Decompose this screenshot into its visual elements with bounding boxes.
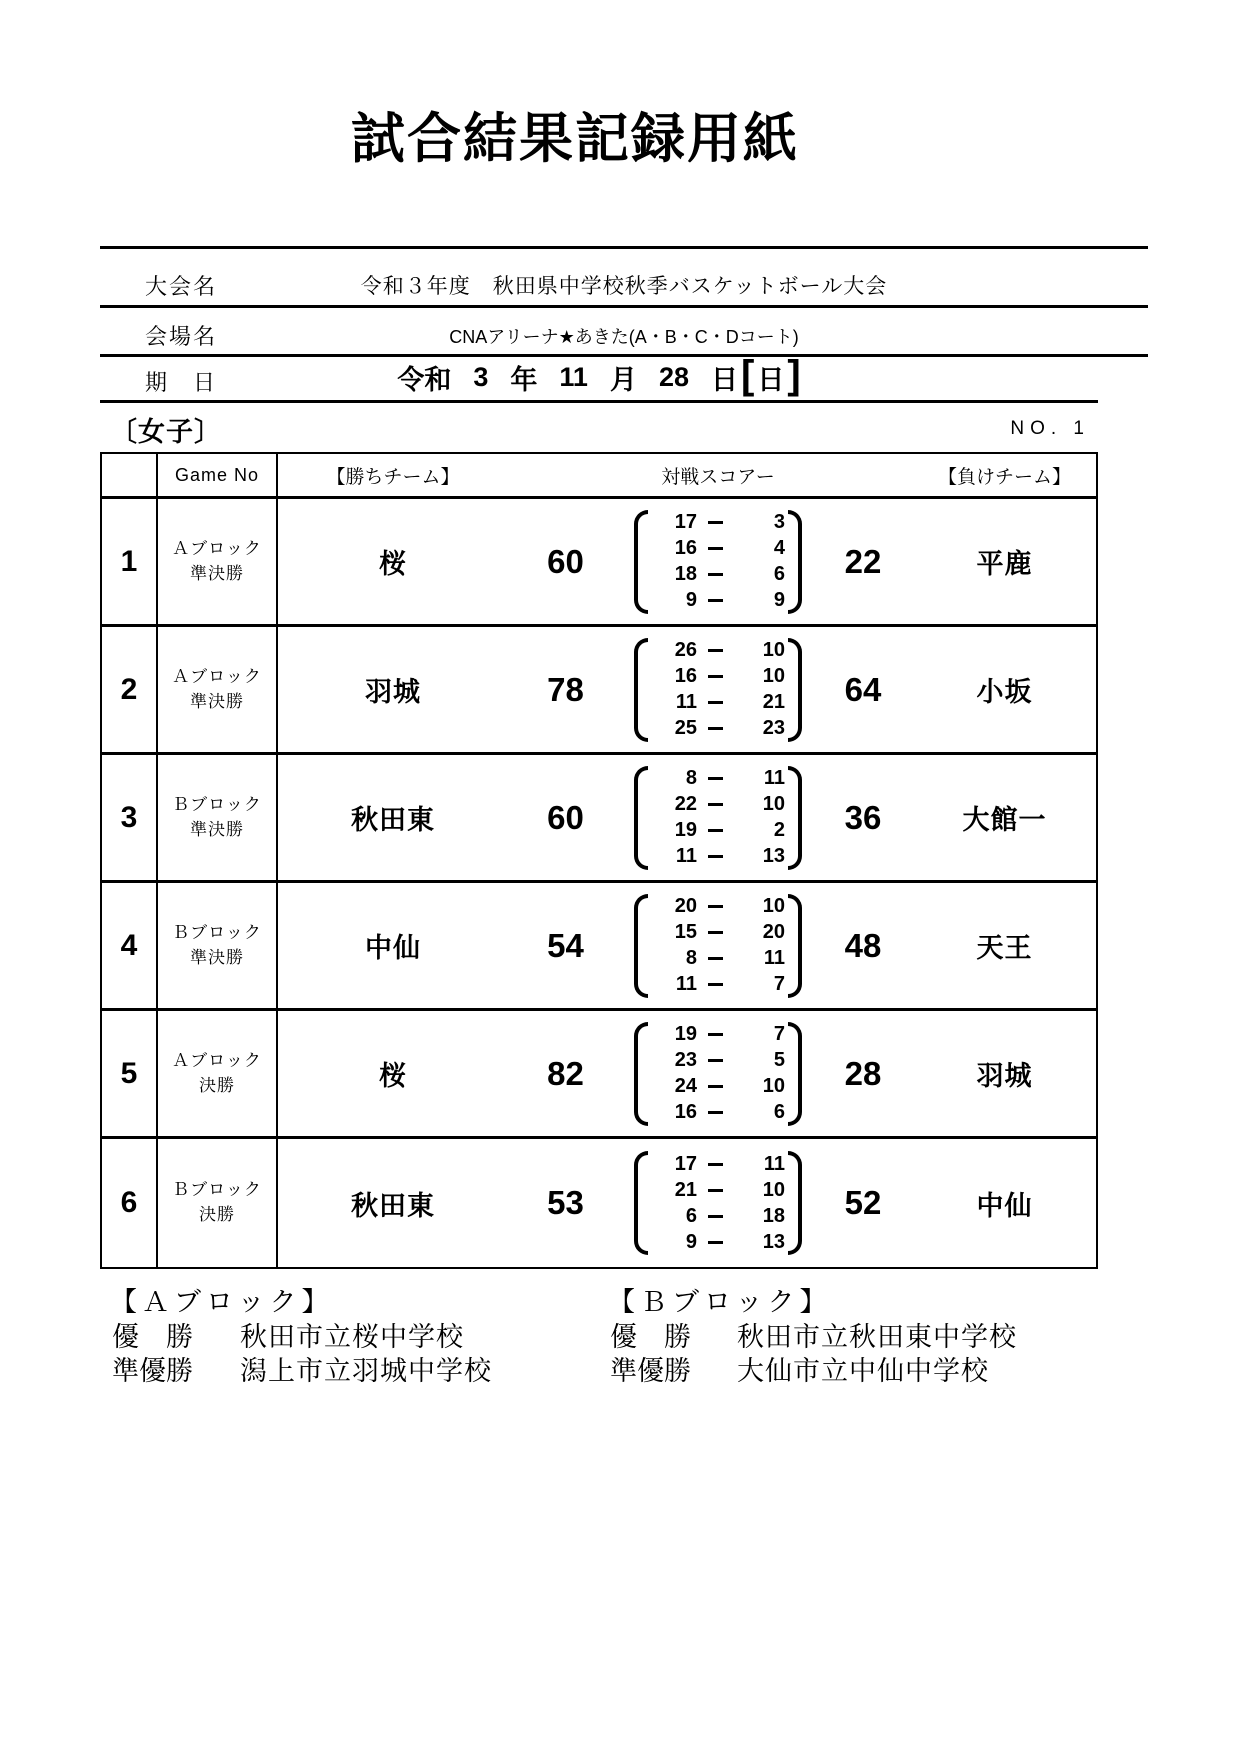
score-dash xyxy=(697,599,733,602)
page-number: NO. 1 xyxy=(1010,418,1090,439)
score-dash xyxy=(697,701,733,704)
game-number: 4 xyxy=(102,883,158,1008)
game-number: 1 xyxy=(102,499,158,624)
table-header-row xyxy=(102,454,1096,499)
b-block-rank-1: 優 勝 xyxy=(610,1322,691,1352)
quarter-scores xyxy=(623,510,813,614)
quarter-loser-pts: 6 xyxy=(773,1101,785,1123)
game-row xyxy=(102,755,1096,883)
a-block-rank-1: 優 勝 xyxy=(112,1322,193,1352)
quarter-winner-pts: 22 xyxy=(674,793,697,815)
date-month-unit: 月 xyxy=(609,364,637,395)
date-day: 28 xyxy=(658,361,689,392)
quarter-winner-pts: 11 xyxy=(675,973,697,995)
b-block-rank-2: 準優勝 xyxy=(610,1356,691,1386)
score-bracket-left xyxy=(634,1022,648,1126)
score-dash xyxy=(697,829,733,832)
quarter-winner-pts: 26 xyxy=(674,639,697,661)
quarter-winner-pts: 16 xyxy=(674,537,697,559)
winner-name: 羽城 xyxy=(365,677,421,707)
weekday-bracket-close: ] xyxy=(787,353,801,397)
tournament-name-value: 令和３年度 秋田県中学校秋季バスケットボール大会 xyxy=(360,275,888,298)
score-bracket-right xyxy=(788,766,802,870)
venue-label: 会場名 xyxy=(145,324,218,349)
quarter-line xyxy=(651,1152,785,1176)
quarter-winner-pts: 16 xyxy=(674,665,697,687)
quarter-line xyxy=(651,717,785,741)
a-block-school-1: 秋田市立桜中学校 xyxy=(240,1322,464,1352)
loser-score: 64 xyxy=(844,670,882,708)
winner-score: 78 xyxy=(547,670,584,708)
date-year-unit: 年 xyxy=(510,364,538,395)
score-bracket-left xyxy=(634,510,648,614)
a-block-school-2: 潟上市立羽城中学校 xyxy=(240,1356,492,1386)
a-block-title: 【Ａブロック】 xyxy=(110,1287,334,1317)
game-round: 決勝 xyxy=(199,1075,235,1095)
quarter-winner-pts: 20 xyxy=(674,895,697,917)
game-round: 準決勝 xyxy=(190,947,244,967)
winner-score: 60 xyxy=(547,798,584,836)
score-dash xyxy=(697,649,733,652)
score-bracket-right xyxy=(788,1022,802,1126)
score-dash xyxy=(697,931,733,934)
game-result xyxy=(278,755,1096,880)
game-row xyxy=(102,627,1096,755)
quarter-loser-pts: 9 xyxy=(773,589,785,611)
score-dash xyxy=(697,1059,733,1062)
quarter-line xyxy=(651,793,785,817)
games-table xyxy=(100,452,1098,1269)
divider xyxy=(100,246,1148,249)
quarter-loser-pts: 11 xyxy=(763,947,785,969)
header-blank-cell xyxy=(102,454,158,496)
quarter-line xyxy=(651,895,785,919)
quarter-loser-pts: 10 xyxy=(762,895,785,917)
quarter-winner-pts: 19 xyxy=(674,819,697,841)
game-round: 準決勝 xyxy=(190,563,244,583)
game-row xyxy=(102,883,1096,1011)
loser-score: 48 xyxy=(844,926,882,964)
game-stage xyxy=(158,883,278,1008)
quarter-loser-pts: 4 xyxy=(773,537,785,559)
date-era: 令和 xyxy=(397,364,452,395)
venue-value: CNAアリーナ★あきた(A・B・C・Dコート) xyxy=(449,327,799,347)
score-dash xyxy=(697,573,733,576)
loser-name: 中仙 xyxy=(976,1190,1033,1221)
loser-score: 22 xyxy=(844,542,882,580)
winner-name: 秋田東 xyxy=(351,1190,435,1221)
b-block-school-2: 大仙市立中仙中学校 xyxy=(737,1356,989,1386)
score-dash xyxy=(697,957,733,960)
header-loser: 【負けチーム】 xyxy=(937,466,1071,488)
quarter-line xyxy=(651,1178,785,1202)
game-stage xyxy=(158,627,278,752)
game-round: 準決勝 xyxy=(190,691,244,711)
quarter-loser-pts: 23 xyxy=(762,717,785,739)
score-dash xyxy=(697,777,733,780)
quarter-line xyxy=(651,1049,785,1073)
loser-score: 52 xyxy=(844,1184,882,1221)
quarter-winner-pts: 15 xyxy=(674,921,697,943)
loser-name: 羽城 xyxy=(976,1061,1033,1091)
quarter-loser-pts: 11 xyxy=(763,767,785,789)
quarter-scores xyxy=(623,1151,813,1255)
quarter-line xyxy=(651,767,785,791)
winner-score: 60 xyxy=(547,542,584,580)
quarter-rows xyxy=(651,767,785,869)
score-bracket-left xyxy=(634,894,648,998)
game-block: Ｂブロック xyxy=(172,1180,262,1200)
quarter-rows xyxy=(651,639,785,741)
quarter-loser-pts: 7 xyxy=(773,973,785,995)
game-result xyxy=(278,627,1096,752)
score-dash xyxy=(697,1033,733,1036)
quarter-loser-pts: 11 xyxy=(763,1152,785,1175)
quarter-rows xyxy=(651,511,785,613)
quarter-winner-pts: 17 xyxy=(674,1152,697,1175)
score-dash xyxy=(697,727,733,730)
quarter-winner-pts: 21 xyxy=(674,1178,697,1201)
b-block-title: 【Ｂブロック】 xyxy=(608,1287,832,1317)
divider xyxy=(100,305,1148,308)
game-number: 5 xyxy=(102,1011,158,1136)
quarter-winner-pts: 11 xyxy=(675,845,697,867)
quarter-loser-pts: 18 xyxy=(762,1204,785,1227)
score-bracket-right xyxy=(788,1151,802,1255)
quarter-rows xyxy=(651,1152,785,1254)
quarter-winner-pts: 18 xyxy=(674,563,697,585)
b-block-school-1: 秋田市立秋田東中学校 xyxy=(737,1322,1017,1352)
date-weekday: 日 xyxy=(757,364,785,395)
game-number: 3 xyxy=(102,755,158,880)
loser-name: 小坂 xyxy=(976,677,1033,707)
score-dash xyxy=(697,521,733,524)
game-block: Ｂブロック xyxy=(172,922,262,942)
loser-name: 大館一 xyxy=(962,805,1047,835)
quarter-loser-pts: 21 xyxy=(762,691,785,713)
game-row xyxy=(102,1139,1096,1267)
quarter-loser-pts: 10 xyxy=(762,1075,785,1097)
quarter-rows xyxy=(651,895,785,997)
quarter-line xyxy=(651,563,785,587)
winner-score: 53 xyxy=(547,1184,584,1221)
quarter-line xyxy=(651,845,785,869)
game-block: Ａブロック xyxy=(172,1050,262,1070)
quarter-rows xyxy=(651,1023,785,1125)
quarter-loser-pts: 20 xyxy=(762,921,785,943)
score-dash xyxy=(697,905,733,908)
winner-score: 54 xyxy=(547,926,584,964)
quarter-scores xyxy=(623,766,813,870)
score-dash xyxy=(697,1241,733,1244)
quarter-loser-pts: 10 xyxy=(762,1178,785,1201)
quarter-loser-pts: 5 xyxy=(773,1049,785,1071)
loser-score: 28 xyxy=(844,1054,882,1092)
game-block: Ａブロック xyxy=(172,538,262,558)
game-result xyxy=(278,1139,1096,1267)
loser-score: 36 xyxy=(844,798,882,836)
game-stage xyxy=(158,499,278,624)
game-row xyxy=(102,499,1096,627)
header-game-no: Game No xyxy=(158,454,278,496)
game-number: 6 xyxy=(102,1139,158,1267)
winner-score: 82 xyxy=(547,1054,584,1092)
quarter-loser-pts: 10 xyxy=(762,793,785,815)
quarter-winner-pts: 23 xyxy=(674,1049,697,1071)
quarter-scores xyxy=(623,638,813,742)
date-year: 3 xyxy=(473,361,489,392)
quarter-loser-pts: 10 xyxy=(762,665,785,687)
game-result xyxy=(278,1011,1096,1136)
score-bracket-left xyxy=(634,638,648,742)
winner-name: 中仙 xyxy=(365,933,421,963)
quarter-line xyxy=(651,1204,785,1228)
score-dash xyxy=(697,1189,733,1192)
quarter-line xyxy=(651,639,785,663)
score-dash xyxy=(697,1163,733,1166)
header-main xyxy=(278,454,1096,496)
game-stage xyxy=(158,755,278,880)
game-round: 決勝 xyxy=(199,1205,235,1224)
quarter-winner-pts: 24 xyxy=(674,1075,697,1097)
game-round: 準決勝 xyxy=(190,819,244,839)
quarter-winner-pts: 25 xyxy=(674,717,697,739)
date-label: 期 日 xyxy=(145,370,218,395)
quarter-line xyxy=(651,1230,785,1254)
quarter-line xyxy=(651,973,785,997)
date-day-unit: 日 xyxy=(710,364,738,395)
game-result xyxy=(278,883,1096,1008)
quarter-line xyxy=(651,1101,785,1125)
game-block: Ｂブロック xyxy=(172,794,262,814)
score-dash xyxy=(697,855,733,858)
score-dash xyxy=(697,983,733,986)
quarter-winner-pts: 9 xyxy=(685,1230,697,1253)
game-row xyxy=(102,1011,1096,1139)
loser-name: 天王 xyxy=(976,933,1033,963)
quarter-winner-pts: 6 xyxy=(685,1204,697,1227)
quarter-winner-pts: 9 xyxy=(685,589,697,611)
score-dash xyxy=(697,547,733,550)
quarter-line xyxy=(651,947,785,971)
score-dash xyxy=(697,1215,733,1218)
date-month: 11 xyxy=(559,361,588,392)
quarter-line xyxy=(651,511,785,535)
game-stage xyxy=(158,1139,278,1267)
score-dash xyxy=(697,675,733,678)
date-value xyxy=(100,353,1098,398)
quarter-winner-pts: 17 xyxy=(674,511,697,533)
score-bracket-left xyxy=(634,1151,648,1255)
weekday-bracket-open: [ xyxy=(740,353,755,397)
quarter-winner-pts: 8 xyxy=(685,947,697,969)
winner-name: 桜 xyxy=(379,1061,407,1091)
quarter-loser-pts: 13 xyxy=(762,1230,785,1253)
divider xyxy=(100,400,1098,403)
score-dash xyxy=(697,1085,733,1088)
header-score: 対戦スコアー xyxy=(661,466,775,488)
quarter-line xyxy=(651,921,785,945)
tournament-name-label: 大会名 xyxy=(145,274,218,299)
score-dash xyxy=(697,803,733,806)
game-stage xyxy=(158,1011,278,1136)
quarter-line xyxy=(651,589,785,613)
game-block: Ａブロック xyxy=(172,666,262,686)
game-number: 2 xyxy=(102,627,158,752)
quarter-loser-pts: 6 xyxy=(773,563,785,585)
quarter-loser-pts: 3 xyxy=(773,511,785,533)
a-block-rank-2: 準優勝 xyxy=(112,1356,193,1386)
quarter-loser-pts: 13 xyxy=(762,845,785,867)
winner-name: 秋田東 xyxy=(351,805,435,835)
header-winner: 【勝ちチーム】 xyxy=(326,466,460,488)
quarter-line xyxy=(651,819,785,843)
quarter-line xyxy=(651,537,785,561)
score-dash xyxy=(697,1111,733,1114)
game-result xyxy=(278,499,1096,624)
quarter-loser-pts: 2 xyxy=(773,819,785,841)
quarter-winner-pts: 16 xyxy=(674,1101,697,1123)
quarter-line xyxy=(651,1023,785,1047)
quarter-winner-pts: 11 xyxy=(675,691,697,713)
score-bracket-left xyxy=(634,766,648,870)
quarter-winner-pts: 19 xyxy=(674,1023,697,1045)
gender-label: 〔女子〕 xyxy=(110,417,222,447)
quarter-scores xyxy=(623,894,813,998)
quarter-winner-pts: 8 xyxy=(685,767,697,789)
score-bracket-right xyxy=(788,894,802,998)
quarter-line xyxy=(651,691,785,715)
quarter-loser-pts: 10 xyxy=(762,639,785,661)
winner-name: 桜 xyxy=(379,549,407,579)
score-bracket-right xyxy=(788,510,802,614)
date-weekday-group xyxy=(710,353,801,397)
quarter-loser-pts: 7 xyxy=(773,1023,785,1045)
loser-name: 平鹿 xyxy=(976,549,1033,579)
page-title: 試合結果記録用紙 xyxy=(351,109,799,169)
quarter-line xyxy=(651,1075,785,1099)
quarter-scores xyxy=(623,1022,813,1126)
quarter-line xyxy=(651,665,785,689)
score-bracket-right xyxy=(788,638,802,742)
